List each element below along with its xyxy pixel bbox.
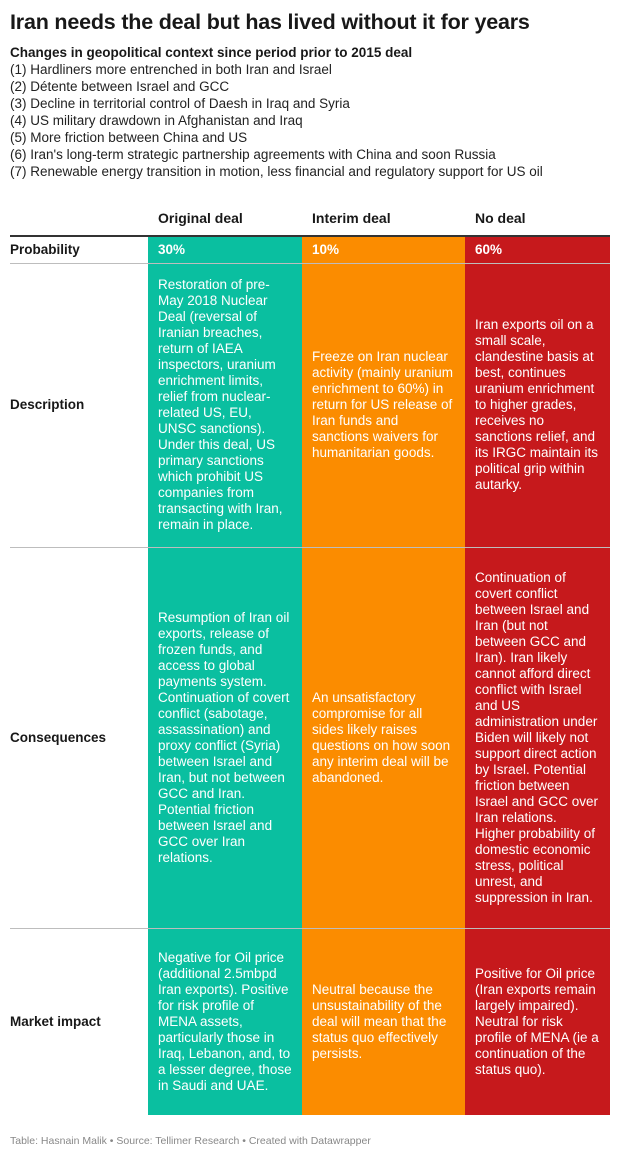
table-header-row — [10, 200, 610, 236]
cell-original-consequences: Resumption of Iran oil exports, release of frozen funds, and access to global payments system. Continuation of covert conflict (sabotage, assassination) and proxy conflict (Syria) between Israel and Iran, but not between GCC and Iran. Potential friction between Israel and GCC over Iran relations. — [148, 547, 302, 928]
subtitle-line: (3) Decline in territorial control of Daesh in Iraq and Syria — [10, 96, 350, 111]
cell-interim-market-impact: Neutral because the unsustainability of the deal will mean that the status quo effectively persists. — [302, 928, 465, 1115]
cell-original-description: Restoration of pre-May 2018 Nuclear Deal (reversal of Iranian breaches, return of IAEA inspectors, uranium enrichment limits, relief from nuclear-related US, EU, UNSC sanctions). Under this deal, US primary sanctions which prohibit US companies from transacting with Iran, remain in place. — [148, 263, 302, 547]
header-interim-deal: Interim deal — [302, 200, 465, 236]
subtitle-line: (1) Hardliners more entrenched in both Iran and Israel — [10, 62, 332, 77]
cell-nodeal-consequences: Continuation of covert conflict between Israel and Iran (but not between GCC and Iran). Iran likely cannot afford direct conflict with Israel and US administration under Biden will likely not support direct action by Israel. Potential friction between Israel and GCC over Iran relations. Higher probability of domestic economic stress, political unrest, and suppression in Iran. — [465, 547, 610, 928]
cell-interim-description: Freeze on Iran nuclear activity (mainly uranium enrichment to 60%) in return for US release of Iran funds and sanctions waivers for humanitarian goods. — [302, 263, 465, 547]
cell-interim-probability: 10% — [302, 236, 465, 263]
table-row-consequences — [10, 547, 610, 928]
scenario-table — [10, 200, 610, 1115]
table-row-market-impact — [10, 928, 610, 1115]
subtitle-line: (6) Iran's long-term strategic partnership agreements with China and soon Russia — [10, 147, 496, 162]
row-label-market-impact: Market impact — [10, 928, 148, 1115]
subtitle-line: (2) Détente between Israel and GCC — [10, 79, 230, 94]
subtitle-line: (5) More friction between China and US — [10, 130, 248, 145]
cell-nodeal-description: Iran exports oil on a small scale, clandestine basis at best, continues uranium enrichment to higher grades, receives no sanctions relief, and its IRGC maintain its political grip within autarky. — [465, 263, 610, 547]
row-label-consequences: Consequences — [10, 547, 148, 928]
table-row-description — [10, 263, 610, 547]
header-no-deal: No deal — [465, 200, 610, 236]
cell-nodeal-probability: 60% — [465, 236, 610, 263]
cell-original-probability: 30% — [148, 236, 302, 263]
cell-nodeal-market-impact: Positive for Oil price (Iran exports remain largely impaired). Neutral for risk profile of MENA (ie a continuation of the status quo). — [465, 928, 610, 1115]
chart-subtitle — [10, 44, 610, 180]
header-original-deal: Original deal — [148, 200, 302, 236]
row-label-description: Description — [10, 263, 148, 547]
table-row-probability — [10, 236, 610, 263]
chart-footer: Table: Hasnain Malik • Source: Tellimer Research • Created with Datawrapper — [10, 1135, 371, 1147]
subtitle-line: (4) US military drawdown in Afghanistan and Iraq — [10, 113, 303, 128]
header-cell-empty — [10, 200, 148, 236]
cell-original-market-impact: Negative for Oil price (additional 2.5mbpd Iran exports). Positive for risk profile of MENA assets, particularly those in Iraq, Lebanon, and, to a lesser degree, those in Saudi and UAE. — [148, 928, 302, 1115]
chart-title: Iran needs the deal but has lived without it for years — [10, 10, 530, 34]
row-label-probability: Probability — [10, 236, 148, 263]
subtitle-heading: Changes in geopolitical context since period prior to 2015 deal — [10, 45, 413, 60]
cell-interim-consequences: An unsatisfactory compromise for all sides likely raises questions on how soon any interim deal will be abandoned. — [302, 547, 465, 928]
subtitle-line: (7) Renewable energy transition in motion, less financial and regulatory support for US oil — [10, 164, 543, 179]
